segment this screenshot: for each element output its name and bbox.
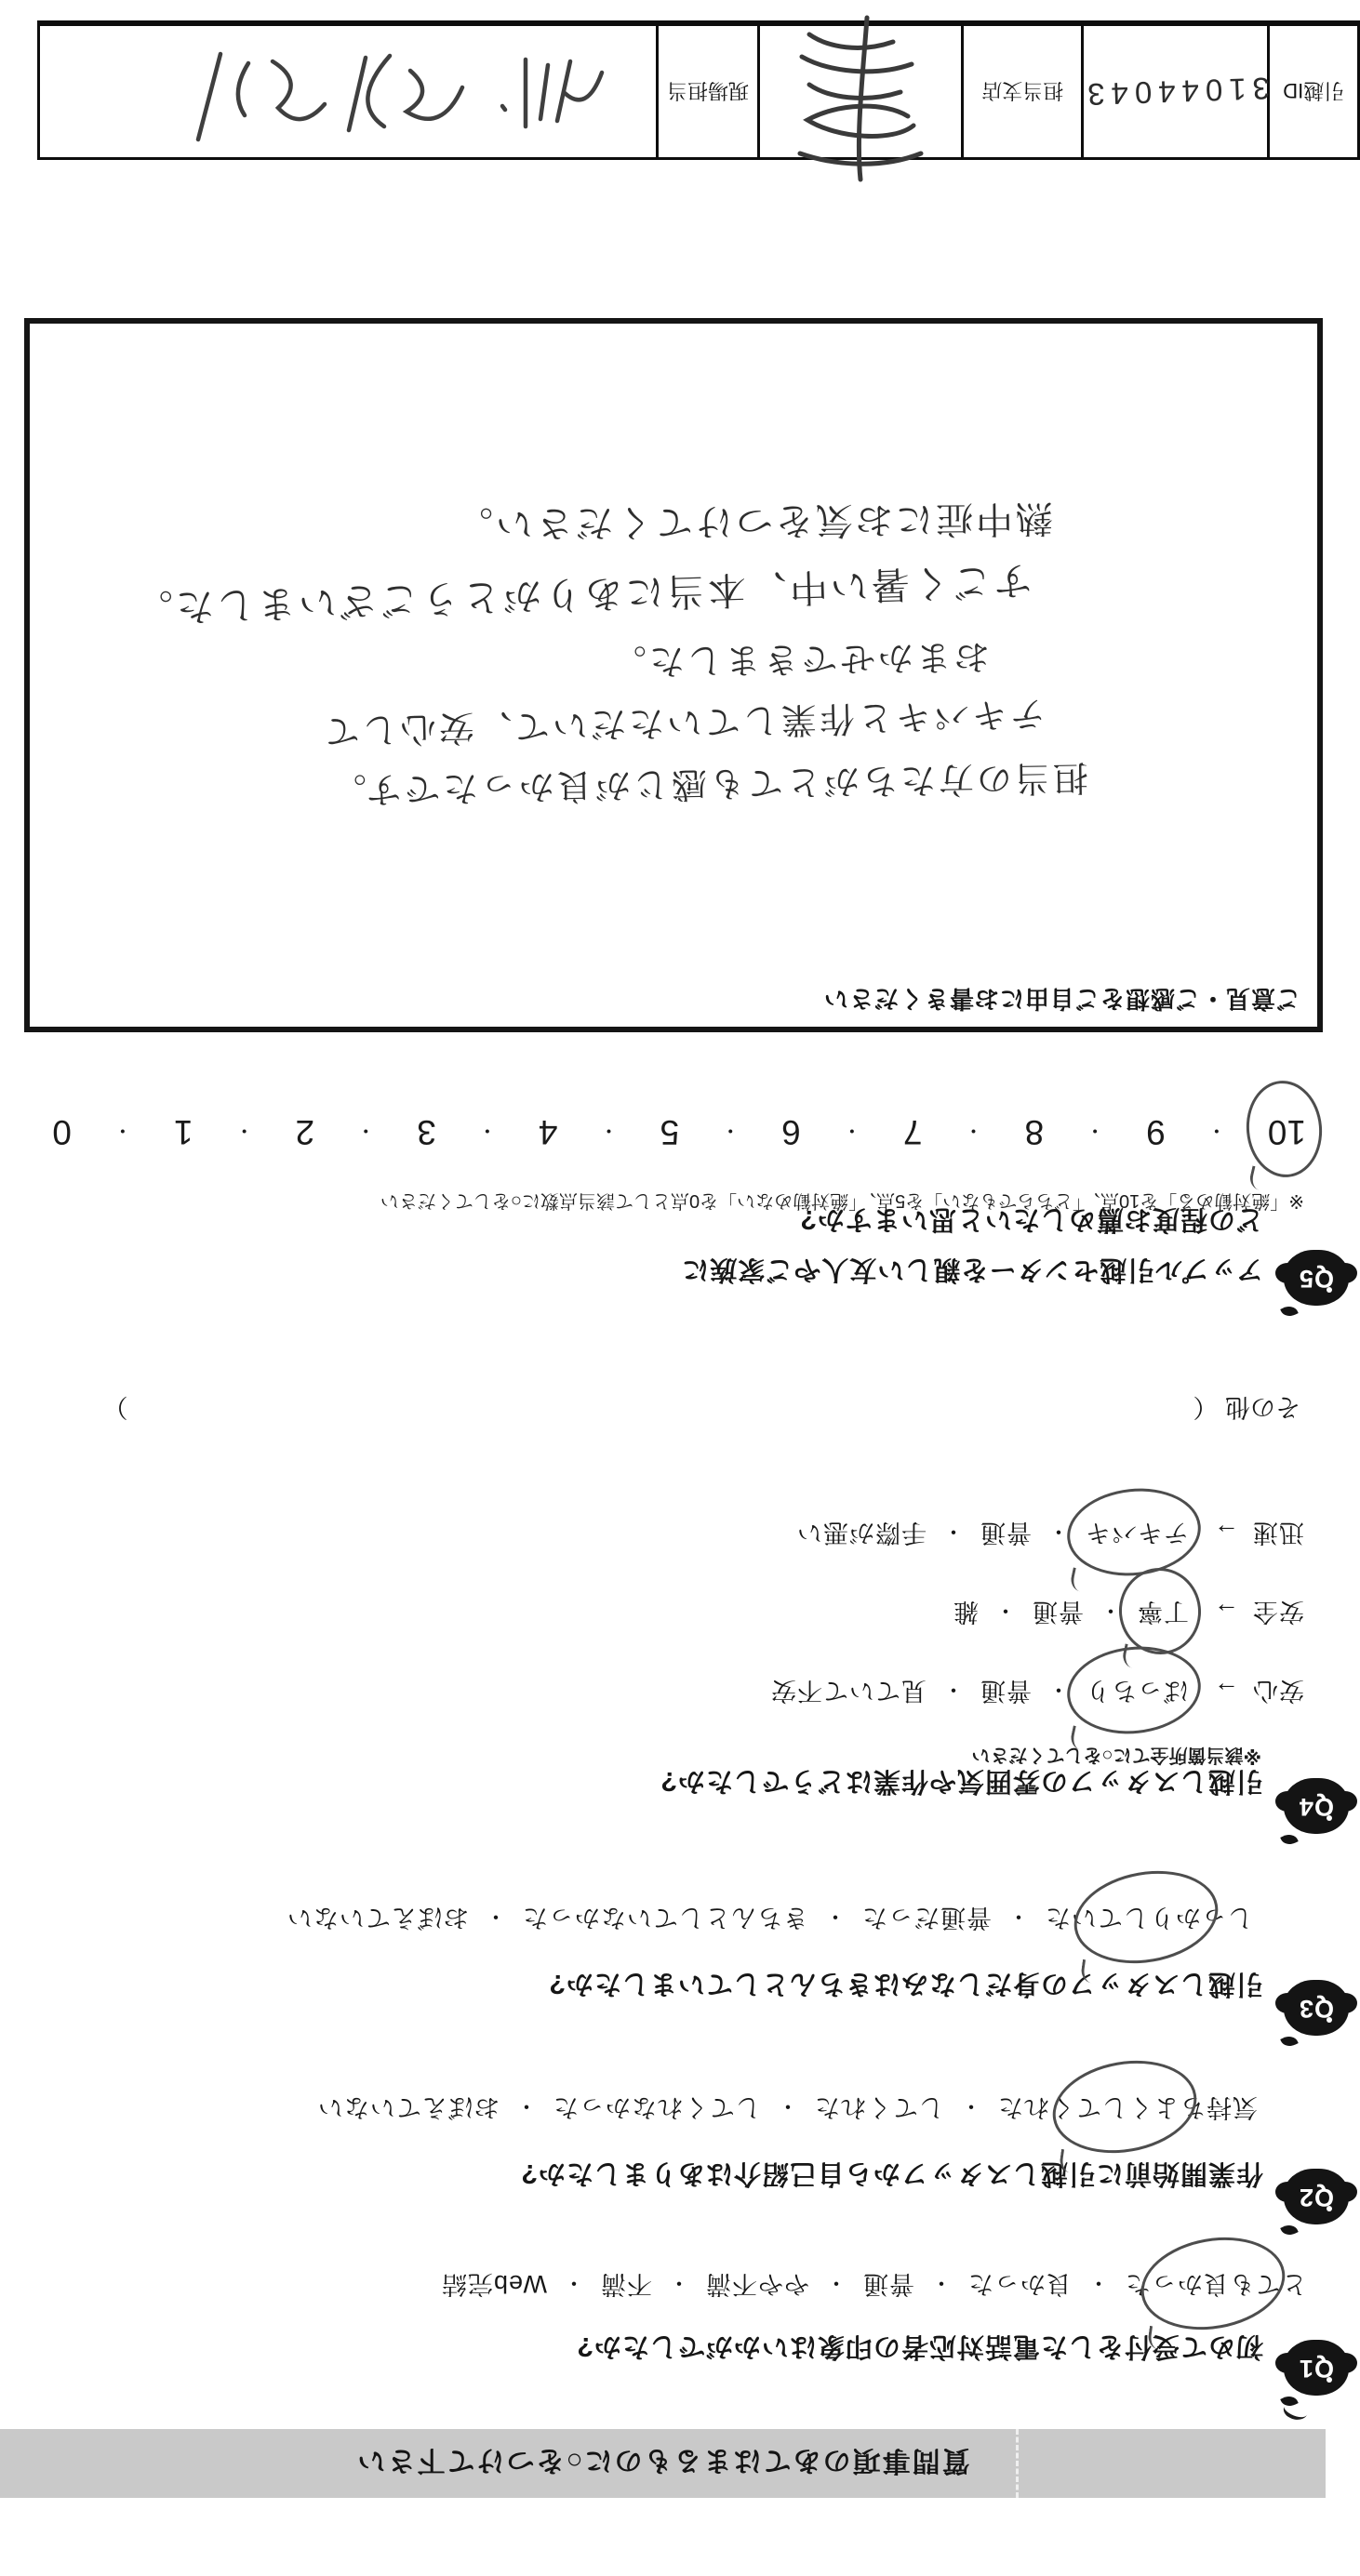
q5-number: Q5 xyxy=(1298,1265,1335,1293)
option-separator: ・ xyxy=(823,1904,847,1929)
row-label: 迅速 xyxy=(1252,1519,1304,1547)
q3-title: 引越しスタッフの身だしなみはきちんとしていましたか? xyxy=(548,1968,1263,1998)
handwritten-branch-signature xyxy=(772,15,949,182)
nps-scale xyxy=(52,1112,1306,1151)
arrow-icon: → xyxy=(1213,1598,1239,1626)
scale-separator: ・ xyxy=(355,1119,377,1143)
q1-options xyxy=(441,2268,1307,2304)
arrow-icon: → xyxy=(1213,1677,1239,1705)
q3-options xyxy=(287,1902,1253,1938)
q1-title: 初めて受付をした電話対応者の印象はいかがでしたか? xyxy=(576,2330,1263,2361)
option-label: 普通 xyxy=(862,2270,914,2298)
option-label: 普通 xyxy=(980,1677,1032,1705)
option-separator: ・ xyxy=(484,1904,507,1929)
option-label: 普通 xyxy=(980,1519,1032,1547)
option-label: 丁寧 xyxy=(1137,1598,1189,1626)
scale-separator: ・ xyxy=(233,1119,255,1143)
option-label: テキパキ xyxy=(1085,1519,1189,1547)
q2-badge-icon xyxy=(1280,2165,1353,2230)
other-label: その他 xyxy=(1225,1393,1300,1421)
handwritten-comment-line: 担当の方たちがとても感じが良かったです。 xyxy=(327,756,1089,810)
row-label: 安全 xyxy=(1252,1598,1304,1626)
scale-number-0: 0 xyxy=(52,1113,72,1151)
option-label: おぼえていない xyxy=(287,1904,469,1932)
scale-number-1: 1 xyxy=(173,1113,193,1151)
option-separator: ・ xyxy=(514,2093,538,2118)
move-id-label-cell xyxy=(1267,26,1357,157)
handwritten-staff-names xyxy=(172,36,619,148)
q4-row-安心 xyxy=(770,1675,1304,1711)
q2-title: 作業開始前に引越しスタッフから自己紹介はありましたか? xyxy=(520,2158,1263,2188)
scale-separator: ・ xyxy=(1085,1119,1106,1143)
q5-note: ※「絶対勧める」を10点、「どちらでもない」を5点、「絶対勧めない」を0点として該当点数に○をしてください xyxy=(380,1190,1304,1211)
option-separator: ・ xyxy=(941,1519,965,1544)
badge-sprout-icon xyxy=(1280,1303,1299,1320)
option-separator: ・ xyxy=(1099,1598,1122,1623)
option-separator: ・ xyxy=(562,2270,585,2295)
scale-separator: ・ xyxy=(720,1119,741,1143)
scale-number-10: 10 xyxy=(1267,1113,1306,1151)
q5-badge-icon xyxy=(1280,1246,1353,1311)
q5-title-line1: アップル引越センターを親しい友人やご家族に xyxy=(681,1254,1263,1284)
option-separator: ・ xyxy=(667,2270,690,2295)
scale-separator: ・ xyxy=(112,1119,133,1143)
option-label: 雑 xyxy=(953,1598,979,1626)
instruction-bar xyxy=(0,2429,1326,2498)
q3-badge-icon xyxy=(1280,1976,1353,2041)
handwritten-comment-line: すごく暑い中、本当にありがとうございました。 xyxy=(131,558,1033,631)
paren-close: ） xyxy=(102,1393,128,1421)
scale-number-9: 9 xyxy=(1146,1113,1166,1151)
q3-number: Q3 xyxy=(1298,1995,1335,2023)
option-separator: ・ xyxy=(776,2093,799,2118)
scale-number-4: 4 xyxy=(538,1113,558,1151)
move-id-value-cell xyxy=(1080,26,1271,157)
option-label: Web完結 xyxy=(440,2270,547,2298)
scale-separator: ・ xyxy=(476,1119,498,1143)
q4-row-迅速 xyxy=(796,1517,1304,1553)
branch-label-cell xyxy=(961,26,1081,157)
q1-number: Q1 xyxy=(1298,2355,1335,2383)
staff-info-table xyxy=(37,20,1360,160)
handwritten-move-id: 31044043 xyxy=(1080,71,1271,113)
perforation-line xyxy=(1016,2429,1019,2498)
q4-rating-rows xyxy=(281,1469,1304,1711)
scale-number-5: 5 xyxy=(660,1113,680,1151)
handwritten-comment-line: テキパキと作業していただいて、安心して xyxy=(321,693,1047,750)
scale-separator: ・ xyxy=(963,1119,984,1143)
site-staff-label-cell xyxy=(656,26,757,157)
scale-separator: ・ xyxy=(1206,1119,1227,1143)
scale-separator: ・ xyxy=(598,1119,620,1143)
option-separator: ・ xyxy=(993,1598,1017,1623)
option-separator: ・ xyxy=(1047,1519,1070,1544)
paren-open: （ xyxy=(1193,1393,1219,1421)
scale-separator: ・ xyxy=(841,1119,862,1143)
q2-options xyxy=(317,2091,1258,2128)
handwritten-comment-line: おまかせできました。 xyxy=(607,636,991,681)
option-label: きちんとしていなかった xyxy=(522,1904,808,1932)
option-separator: ・ xyxy=(1047,1677,1070,1702)
option-label: 普通だった xyxy=(861,1904,992,1932)
option-label: とても良かった xyxy=(1125,2270,1307,2298)
option-separator: ・ xyxy=(1007,1904,1030,1929)
option-label: しっかりしていた xyxy=(1045,1904,1253,1932)
option-label: おぼえていない xyxy=(317,2093,500,2121)
site-staff-names-cell xyxy=(40,26,656,157)
option-separator: ・ xyxy=(941,1677,965,1702)
q1-badge-icon xyxy=(1280,2336,1353,2401)
option-label: ばっちり xyxy=(1085,1677,1189,1705)
q4-note: ※該当箇所全てに○をしてください xyxy=(971,1745,1261,1765)
badge-sprout-icon xyxy=(1280,2033,1299,2050)
option-separator: ・ xyxy=(824,2270,847,2295)
branch-signature-cell xyxy=(757,26,961,157)
badge-sprout-icon xyxy=(1280,1831,1299,1848)
option-label: 普通 xyxy=(1032,1598,1084,1626)
scale-number-7: 7 xyxy=(902,1113,923,1151)
option-label: 見ていて不安 xyxy=(770,1677,927,1705)
q4-row-安全 xyxy=(953,1596,1304,1632)
handwritten-comment-line: 熱中症にお気をつけてください。 xyxy=(452,497,1054,545)
option-separator: ・ xyxy=(1087,2270,1110,2295)
option-label: 不満 xyxy=(600,2270,652,2298)
option-separator: ・ xyxy=(959,2093,982,2118)
scale-number-3: 3 xyxy=(417,1113,436,1151)
option-separator: ・ xyxy=(929,2270,953,2295)
q4-badge-icon xyxy=(1280,1774,1353,1839)
option-label: してくれなかった xyxy=(553,2093,761,2121)
option-label: 手際が悪い xyxy=(796,1519,927,1547)
arrow-icon: → xyxy=(1213,1519,1239,1547)
move-id-label: 引越ID xyxy=(1283,79,1345,102)
option-label: やや不満 xyxy=(705,2270,809,2298)
site-staff-label: 現場担当 xyxy=(666,79,749,102)
badge-sprout-icon xyxy=(1280,2222,1299,2238)
scale-number-8: 8 xyxy=(1024,1113,1045,1151)
scale-number-2: 2 xyxy=(295,1113,315,1151)
option-label: 気持ちよくしてくれた xyxy=(997,2093,1258,2121)
q4-title: 引越しスタッフの雰囲気や作業はどうでしたか? xyxy=(660,1765,1263,1796)
branch-label: 担当支店 xyxy=(981,79,1064,102)
row-label: 安心 xyxy=(1252,1677,1304,1705)
option-label: してくれた xyxy=(814,2093,944,2121)
q2-number: Q2 xyxy=(1298,2184,1335,2211)
q4-number: Q4 xyxy=(1298,1793,1335,1821)
scale-number-6: 6 xyxy=(781,1113,801,1151)
option-label: 良かった xyxy=(967,2270,1072,2298)
q4-other-row xyxy=(102,1391,1300,1427)
comment-box-title: ご意見・ご感想をご自由にお書きください xyxy=(822,985,1300,1013)
q5-title-line2: どの程度お薦めしたいと思いますか? xyxy=(799,1203,1263,1234)
instruction-bar-text: 質問事項のあてはまるものに○をつけて下さい xyxy=(355,2445,970,2476)
